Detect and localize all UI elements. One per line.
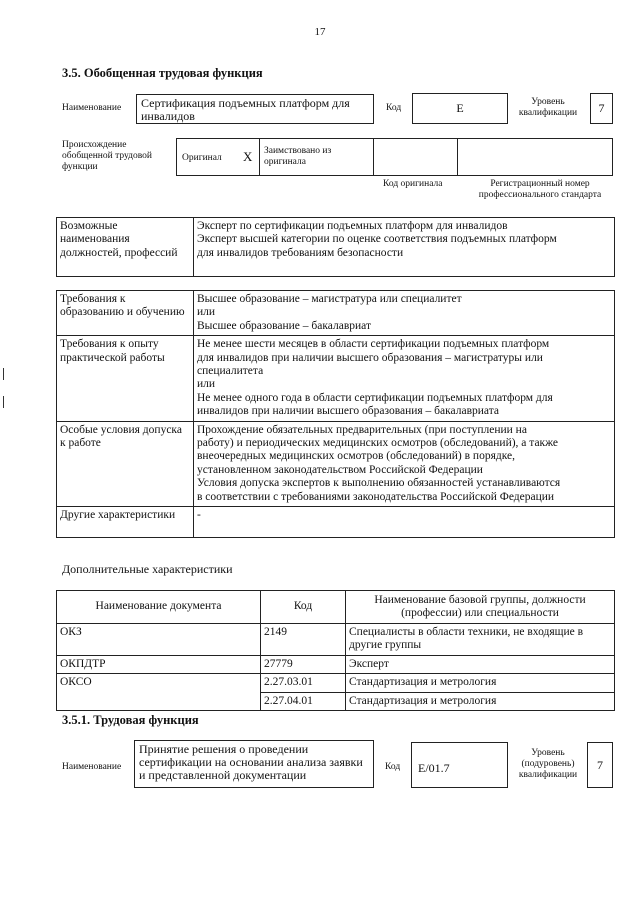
reg-number-caption: Регистрационный номер профессионального стандарта (478, 179, 602, 200)
education-line: или (197, 306, 216, 319)
group-cell: Специалисты в области техники, не входящие в другие группы (346, 624, 615, 656)
labor-function-name-box (134, 740, 374, 788)
admission-line: в соответствии с требованиями законодательства Российской Федерации (197, 490, 555, 503)
education-label: Требования к образованию и обучению (57, 291, 194, 336)
borrowed-label: Заимствовано из оригинала (264, 146, 332, 167)
header-group: Наименование базовой группы, должности (профессии) или специальности (346, 591, 615, 624)
section-title: 3.5. Обобщенная трудовая функция (62, 66, 263, 80)
code-label: Код (385, 762, 401, 772)
doc-cell (57, 692, 261, 710)
doc-cell: ОКСО (57, 674, 261, 692)
experience-line: инвалидов при наличии высшего образования – бакалавриата (197, 405, 500, 418)
group-cell: Стандартизация и метрология (346, 674, 615, 692)
positions-line: Эксперт по сертификации подъемных платформ для инвалидов (197, 220, 508, 232)
table-row (57, 674, 615, 692)
group-cell: Стандартизация и метрология (346, 692, 615, 710)
additional-title: Дополнительные характеристики (62, 562, 233, 576)
other-cell (194, 507, 615, 538)
education-cell (194, 291, 615, 336)
code-cell: 2149 (261, 624, 346, 656)
admission-line: Прохождение обязательных предварительных (при поступлении на (197, 423, 527, 436)
table-row (57, 624, 615, 656)
level-label: Уровень квалификации (518, 97, 578, 118)
positions-cell (194, 218, 615, 277)
origin-divider (259, 138, 260, 176)
level-value: 7 (597, 758, 603, 772)
code-cell: 27779 (261, 655, 346, 673)
name-label: Наименование (62, 103, 122, 113)
admission-line: внеочередных медицинских осмотров (обследований) в порядке, (197, 450, 516, 463)
origin-table (176, 138, 613, 176)
experience-line: Не менее шести месяцев в области сертификации подъемных платформ (197, 338, 550, 351)
level-label: Уровень (подуровень) квалификации (518, 748, 578, 780)
code-box (411, 742, 508, 788)
code-cell: 2.27.03.01 (261, 674, 346, 692)
experience-line: специалитета (197, 365, 264, 378)
level-box (587, 742, 613, 788)
function-name-value: Сертификация подъемных платформ для инвалидов (141, 96, 350, 123)
positions-line: Эксперт высшей категории по оценке соответствия подъемных платформ (197, 233, 557, 246)
doc-cell: ОКПДТР (57, 655, 261, 673)
admission-line: Условия допуска экспертов к выполнению обязанностей устанавливаются (197, 477, 561, 490)
origin-label: Происхождение обобщенной трудовой функции (62, 140, 152, 172)
subsection-title: 3.5.1. Трудовая функция (62, 713, 199, 727)
admission-cell (194, 421, 615, 506)
header-code: Код (261, 591, 346, 624)
education-line: Высшее образование – бакалавриат (197, 319, 371, 332)
positions-table (56, 217, 615, 277)
group-cell: Эксперт (346, 655, 615, 673)
name-label: Наименование (62, 762, 122, 772)
code-label: Код (386, 103, 402, 113)
experience-cell (194, 336, 615, 421)
experience-label: Требования к опыту практической работы (57, 336, 194, 421)
requirements-table (56, 290, 615, 538)
original-label: Оригинал (182, 153, 222, 163)
level-box (590, 93, 613, 124)
original-mark: X (243, 149, 253, 164)
page-number: 17 (314, 26, 326, 38)
code-value: E/01.7 (418, 761, 450, 775)
margin-mark (3, 396, 4, 408)
header-document: Наименование документа (57, 591, 261, 624)
admission-line: установленном законодательством Российской Федерации (197, 463, 483, 476)
additional-table (56, 590, 615, 711)
code-original-caption: Код оригинала (383, 179, 443, 189)
other-label: Другие характеристики (57, 507, 194, 538)
origin-divider (457, 138, 458, 176)
code-cell: 2.27.04.01 (261, 692, 346, 710)
experience-line: или (197, 378, 216, 391)
labor-function-name-value: Принятие решения о проведении сертификации на основании анализа заявки и представленной документации (139, 742, 363, 782)
table-row (57, 655, 615, 673)
experience-line: Не менее одного года в области сертификации подъемных платформ для (197, 391, 553, 404)
code-box (412, 93, 508, 124)
education-line: Высшее образование – магистратура или специалитет (197, 293, 462, 305)
experience-line: для инвалидов при наличии высшего образования – магистратуры или (197, 351, 543, 364)
origin-divider (373, 138, 374, 176)
admission-line: работу) и периодических медицинских осмотров (обследований), а также (197, 437, 559, 450)
doc-cell: ОКЗ (57, 624, 261, 656)
admission-label: Особые условия допуска к работе (57, 421, 194, 506)
positions-line: для инвалидов требованиям безопасности (197, 246, 404, 259)
code-value: E (456, 101, 464, 115)
table-row (57, 692, 615, 710)
positions-label: Возможные наименования должностей, профессий (57, 218, 194, 277)
level-value: 7 (598, 101, 605, 115)
function-name-box (136, 94, 374, 124)
other-line: - (197, 509, 201, 522)
margin-mark (3, 368, 4, 380)
